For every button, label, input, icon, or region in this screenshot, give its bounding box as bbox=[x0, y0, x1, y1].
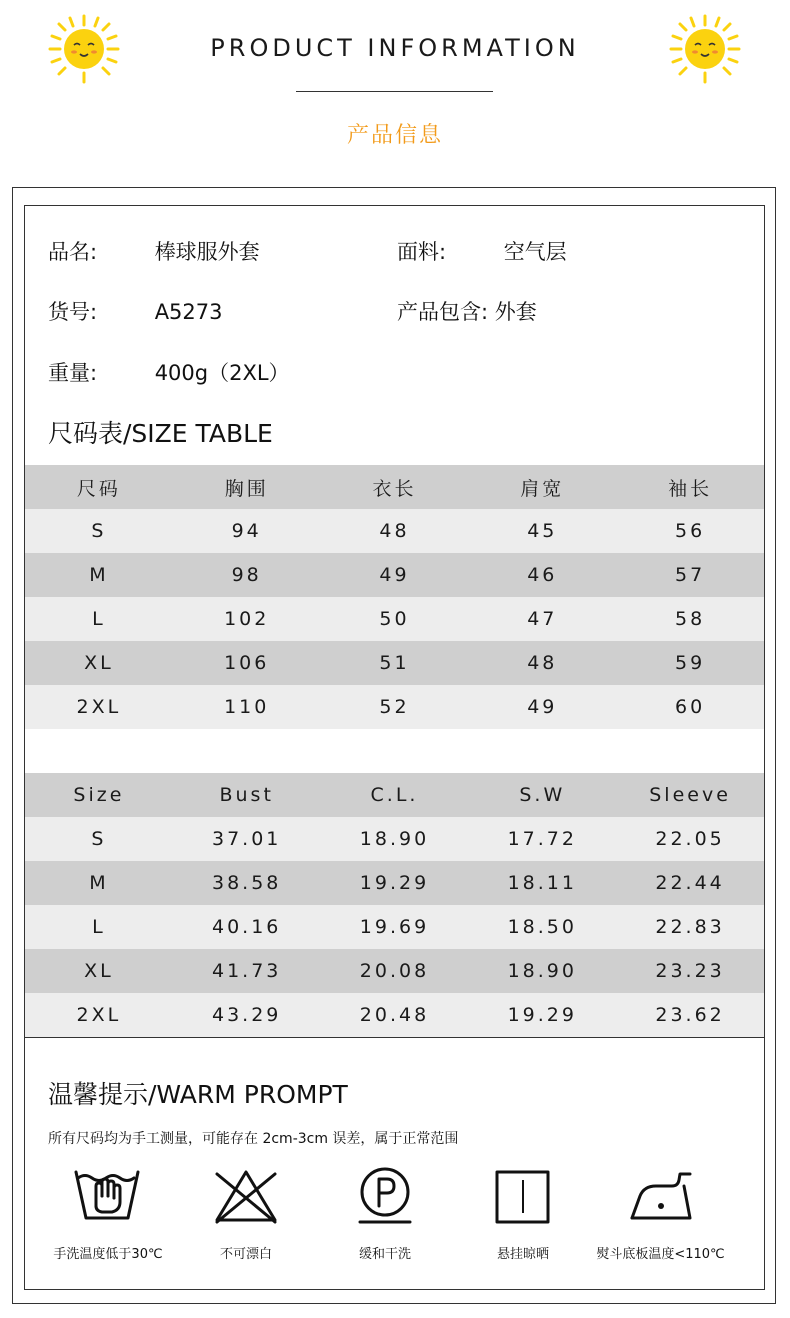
table-cell: 22.05 bbox=[655, 828, 725, 850]
table-cell: 50 bbox=[379, 608, 410, 630]
no-bleach-icon bbox=[211, 1166, 281, 1226]
table-cell: 2XL bbox=[76, 1004, 122, 1026]
table-header-row bbox=[25, 773, 764, 817]
hand-wash-icon bbox=[72, 1166, 142, 1226]
table-cell: XL bbox=[84, 652, 114, 674]
info-code-value: A5273 bbox=[154, 300, 223, 324]
table-cell: 51 bbox=[379, 652, 410, 674]
table-row bbox=[25, 685, 764, 729]
care-label-iron: 熨斗底板温度<110℃ bbox=[596, 1247, 725, 1262]
table-cell: XL bbox=[84, 960, 114, 982]
table-cell: 49 bbox=[527, 696, 558, 718]
table-cell: 102 bbox=[224, 608, 270, 630]
info-weight-value: 400g（2XL） bbox=[154, 361, 290, 385]
table-cell: 47 bbox=[527, 608, 558, 630]
table-cell: 41.73 bbox=[211, 960, 282, 982]
title-underline bbox=[296, 91, 493, 92]
table-row bbox=[25, 817, 764, 861]
table-header: 尺码 bbox=[76, 477, 121, 500]
table-cell: 20.08 bbox=[359, 960, 430, 982]
table-cell: 45 bbox=[527, 520, 558, 542]
sun-face-icon bbox=[667, 14, 743, 84]
table-header: 肩宽 bbox=[520, 477, 565, 500]
table-cell: S bbox=[91, 520, 107, 542]
table-cell: 37.01 bbox=[211, 828, 282, 850]
table-row bbox=[25, 509, 764, 553]
table-header: Bust bbox=[219, 784, 274, 806]
table-cell: 43.29 bbox=[211, 1004, 282, 1026]
table-header: Size bbox=[73, 784, 125, 806]
table-header: 袖长 bbox=[668, 477, 713, 500]
table-cell: 22.83 bbox=[655, 916, 725, 938]
care-label-hand-wash: 手洗温度低于30℃ bbox=[53, 1247, 163, 1262]
table-cell: 38.58 bbox=[211, 872, 282, 894]
info-package-value: 外套 bbox=[494, 300, 537, 324]
table-row bbox=[25, 993, 764, 1037]
table-row bbox=[25, 861, 764, 905]
table-header: Sleeve bbox=[649, 784, 731, 806]
section-divider bbox=[25, 1037, 764, 1038]
size-table-cn bbox=[25, 465, 764, 729]
table-cell: 106 bbox=[224, 652, 270, 674]
table-header: C.L. bbox=[370, 784, 419, 806]
table-header: 胸围 bbox=[224, 477, 269, 500]
table-cell: 48 bbox=[379, 520, 410, 542]
table-cell: 23.62 bbox=[655, 1004, 725, 1026]
table-cell: 56 bbox=[674, 520, 706, 542]
table-cell: 17.72 bbox=[507, 828, 577, 850]
info-name-value: 棒球服外套 bbox=[154, 240, 260, 264]
table-row bbox=[25, 905, 764, 949]
info-code bbox=[48, 296, 223, 326]
measurement-note: 所有尺码均为手工测量，可能存在 2cm-3cm 误差，属于正常范围 bbox=[48, 1131, 459, 1147]
table-cell: 46 bbox=[527, 564, 558, 586]
dry-clean-p-icon bbox=[350, 1166, 420, 1226]
table-cell: 19.69 bbox=[359, 916, 430, 938]
table-cell: 52 bbox=[379, 696, 410, 718]
table-row bbox=[25, 597, 764, 641]
warm-prompt-title: 温馨提示/WARM PROMPT bbox=[48, 1080, 348, 1109]
table-header: 衣长 bbox=[372, 477, 417, 500]
table-cell: L bbox=[92, 916, 106, 938]
table-cell: 57 bbox=[674, 564, 706, 586]
size-table-title: 尺码表/SIZE TABLE bbox=[48, 419, 273, 448]
table-cell: 18.11 bbox=[507, 872, 577, 894]
care-label-dry-clean: 缓和干洗 bbox=[358, 1247, 411, 1262]
page-title: PRODUCT INFORMATION bbox=[210, 34, 580, 62]
info-name-label: 品名: bbox=[48, 240, 98, 264]
table-cell: 110 bbox=[224, 696, 270, 718]
table-cell: 18.90 bbox=[507, 960, 577, 982]
size-table-en bbox=[25, 773, 764, 1037]
table-cell: M bbox=[89, 872, 109, 894]
info-name bbox=[48, 236, 260, 266]
table-cell: M bbox=[89, 564, 109, 586]
table-row bbox=[25, 553, 764, 597]
info-fabric-value: 空气层 bbox=[503, 240, 567, 264]
table-cell: 22.44 bbox=[655, 872, 725, 894]
table-cell: 19.29 bbox=[507, 1004, 577, 1026]
table-cell: 48 bbox=[527, 652, 558, 674]
info-code-label: 货号: bbox=[48, 300, 98, 324]
table-cell: 58 bbox=[674, 608, 706, 630]
table-cell: 94 bbox=[231, 520, 262, 542]
info-weight bbox=[48, 357, 290, 387]
table-cell: 59 bbox=[674, 652, 706, 674]
table-cell: 20.48 bbox=[359, 1004, 430, 1026]
care-label-no-bleach: 不可漂白 bbox=[219, 1247, 272, 1262]
table-cell: 18.90 bbox=[359, 828, 430, 850]
table-cell: L bbox=[92, 608, 106, 630]
table-cell: 18.50 bbox=[507, 916, 577, 938]
hang-dry-icon bbox=[488, 1166, 558, 1226]
info-fabric-label: 面料: bbox=[397, 240, 447, 264]
table-cell: 2XL bbox=[76, 696, 122, 718]
info-package bbox=[397, 296, 537, 326]
info-weight-label: 重量: bbox=[48, 361, 98, 385]
table-cell: 49 bbox=[379, 564, 410, 586]
iron-low-icon bbox=[626, 1166, 696, 1226]
care-label-hang-dry: 悬挂晾晒 bbox=[496, 1247, 549, 1262]
table-cell: S bbox=[91, 828, 107, 850]
info-package-label: 产品包含: bbox=[397, 300, 489, 324]
table-cell: 40.16 bbox=[211, 916, 282, 938]
table-row bbox=[25, 641, 764, 685]
table-cell: 60 bbox=[674, 696, 706, 718]
table-cell: 19.29 bbox=[359, 872, 430, 894]
table-header-row bbox=[25, 465, 764, 509]
info-fabric bbox=[397, 236, 567, 266]
table-header: S.W bbox=[519, 784, 566, 806]
table-row bbox=[25, 949, 764, 993]
page-subtitle: 产品信息 bbox=[346, 123, 443, 148]
table-cell: 98 bbox=[231, 564, 262, 586]
table-cell: 23.23 bbox=[655, 960, 725, 982]
